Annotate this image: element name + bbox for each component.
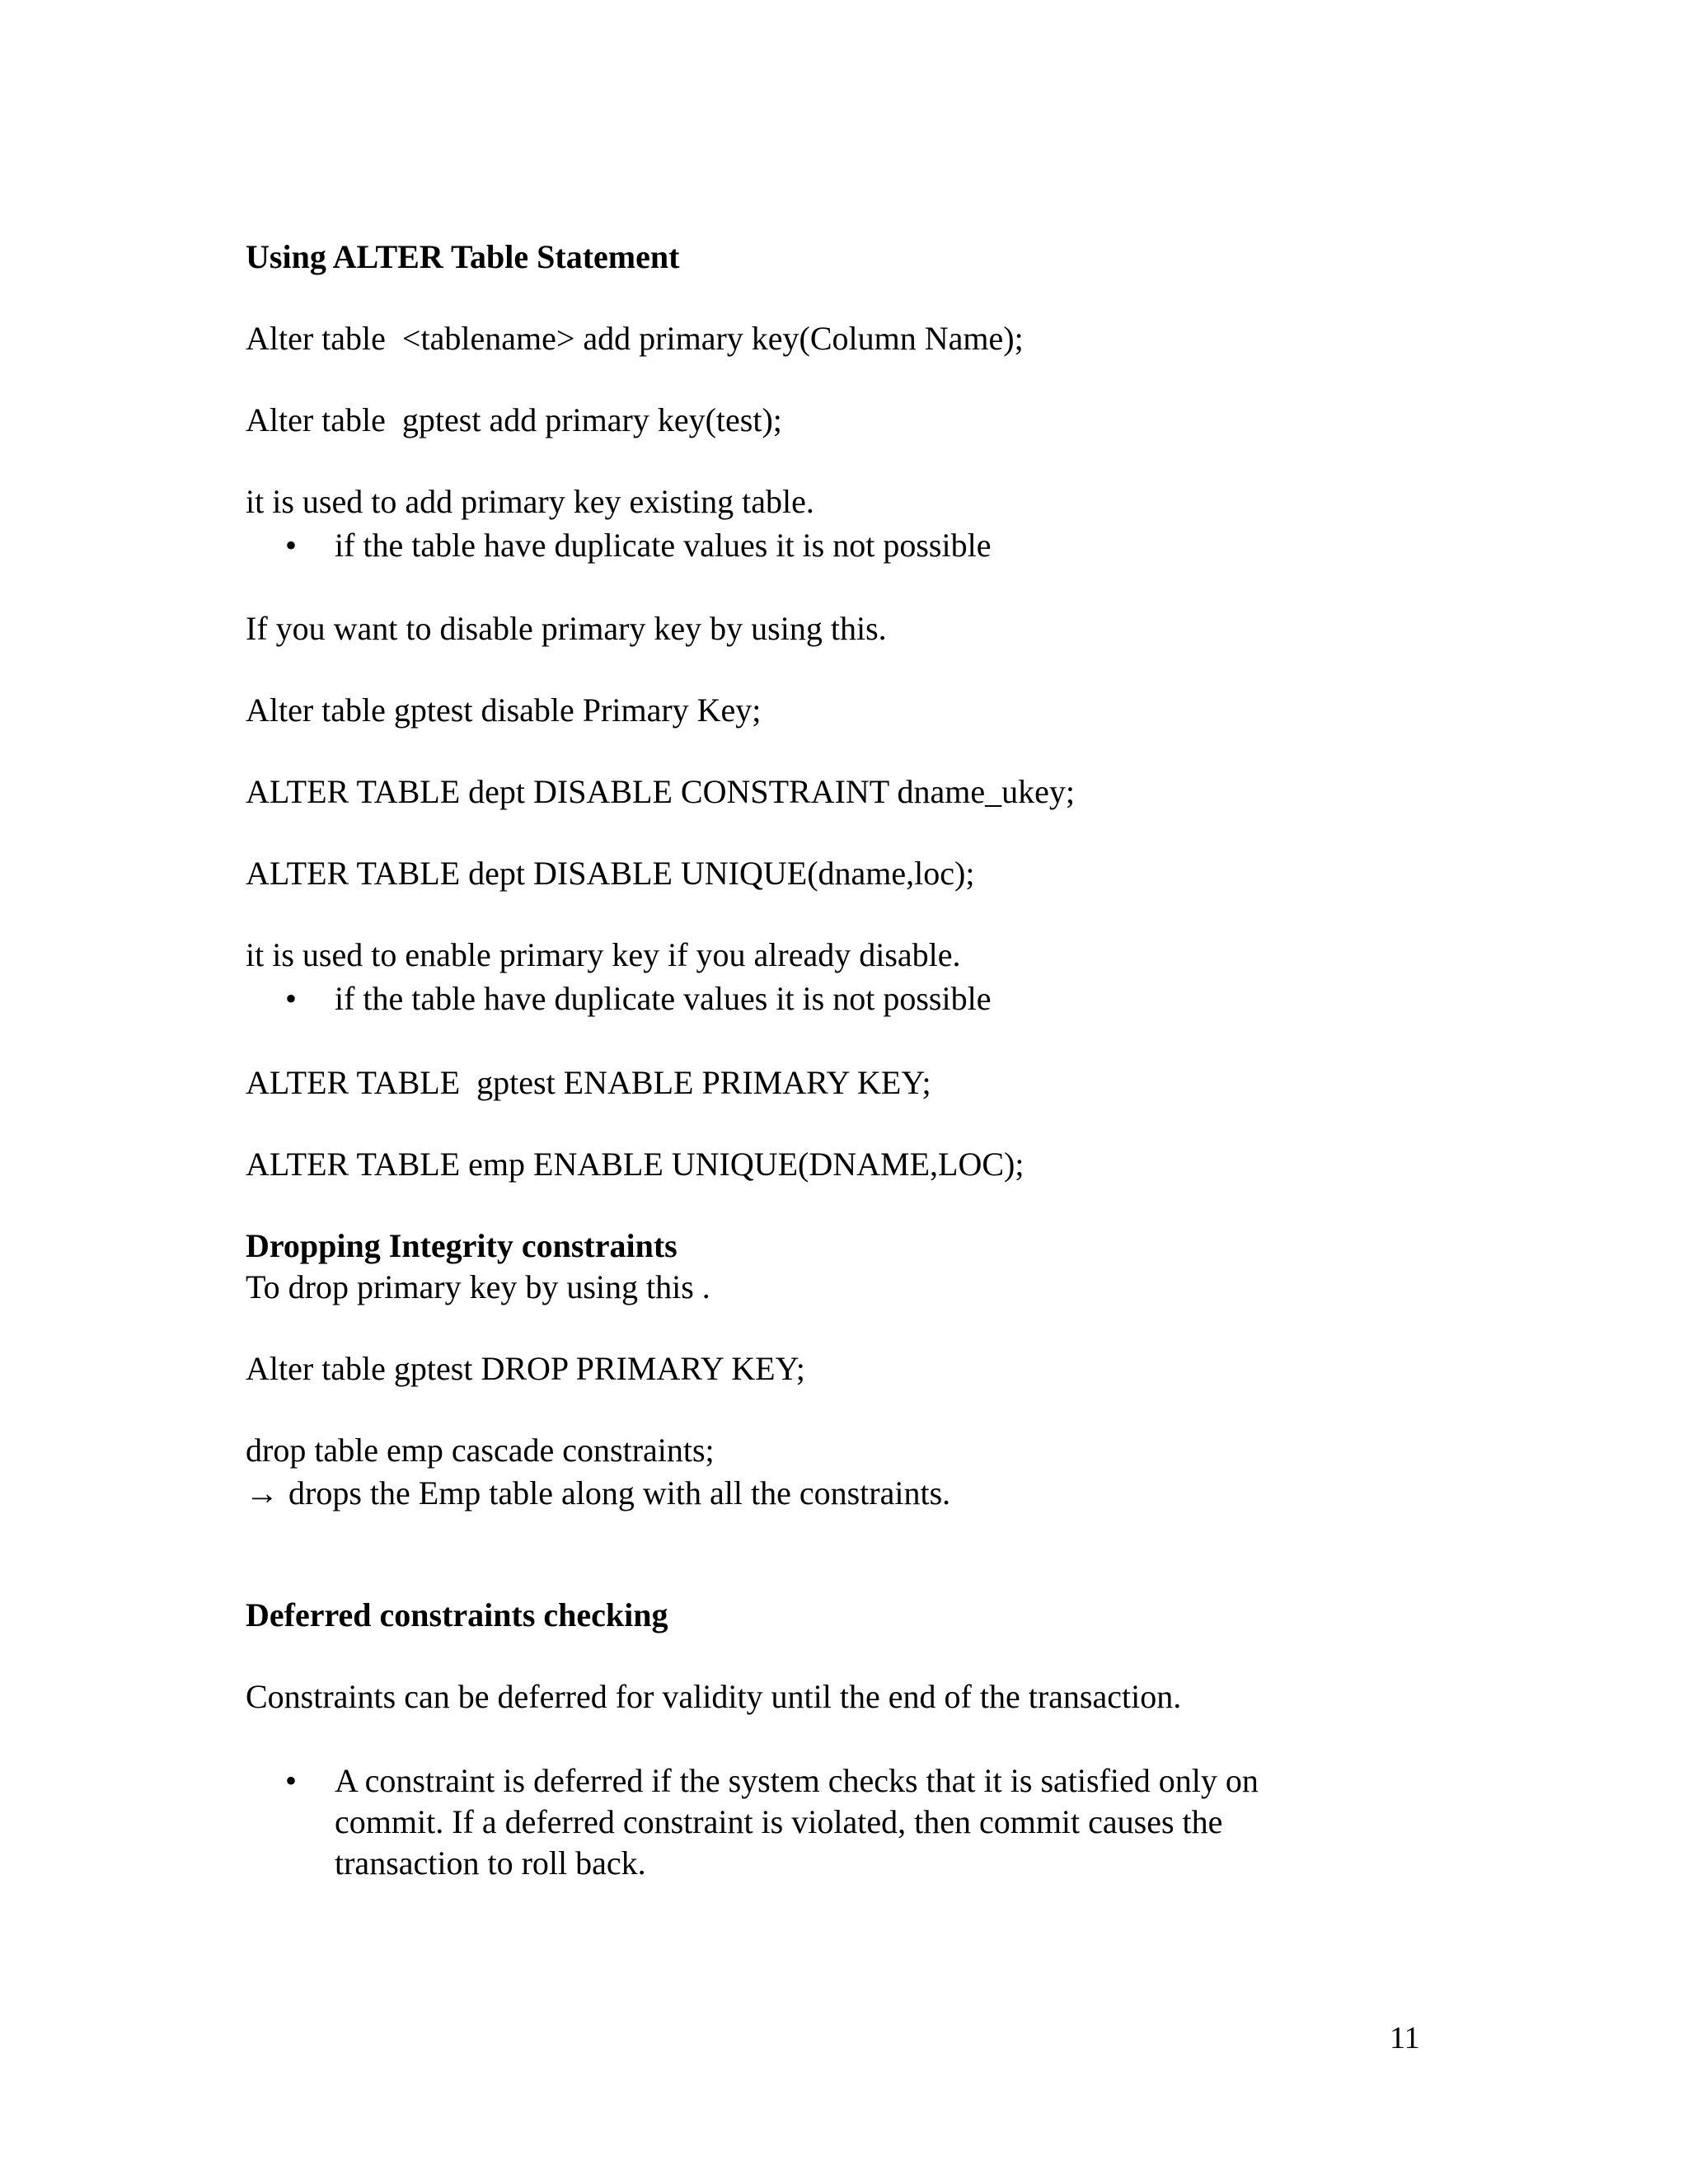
heading-alter-table: Using ALTER Table Statement xyxy=(246,238,680,275)
arrow-right-icon: → xyxy=(246,1474,279,1511)
example-disable-constraint: ALTER TABLE dept DISABLE CONSTRAINT dname_ukey; xyxy=(246,773,1075,810)
bullet-deferred-line-1: A constraint is deferred if the system checks that it is satisfied only on xyxy=(335,1762,1259,1799)
bullet-icon: • xyxy=(285,980,298,1017)
page-number: 11 xyxy=(1390,2021,1420,2055)
arrow-line-text: drops the Emp table along with all the constraints. xyxy=(288,1474,951,1511)
bullet-duplicate-values-2: if the table have duplicate values it is not possible xyxy=(335,980,992,1017)
text-disable-primary-key: If you want to disable primary key by using this. xyxy=(246,610,887,647)
example-add-primary-key: Alter table gptest add primary key(test); xyxy=(246,401,782,438)
text-drop-primary-key: To drop primary key by using this . xyxy=(246,1268,710,1305)
bullet-deferred-line-3: transaction to roll back. xyxy=(335,1844,646,1882)
bullet-icon: • xyxy=(285,527,298,564)
example-drop-table-cascade: drop table emp cascade constraints; xyxy=(246,1432,715,1469)
example-disable-unique: ALTER TABLE dept DISABLE UNIQUE(dname,loc); xyxy=(246,855,975,892)
example-disable-primary-key: Alter table gptest disable Primary Key; xyxy=(246,691,762,729)
text-add-primary-key-desc: it is used to add primary key existing table. xyxy=(246,483,814,520)
bullet-duplicate-values-1: if the table have duplicate values it is not possible xyxy=(335,527,992,564)
text-enable-primary-key-desc: it is used to enable primary key if you already disable. xyxy=(246,936,961,973)
example-drop-primary-key: Alter table gptest DROP PRIMARY KEY; xyxy=(246,1350,805,1387)
bullet-icon: • xyxy=(285,1762,298,1799)
bullet-deferred-line-2: commit. If a deferred constraint is violated, then commit causes the xyxy=(335,1803,1223,1840)
heading-deferred-constraints: Deferred constraints checking xyxy=(246,1596,668,1633)
text-drop-table-explanation xyxy=(246,1473,950,1514)
example-enable-primary-key: ALTER TABLE gptest ENABLE PRIMARY KEY; xyxy=(246,1064,931,1101)
example-enable-unique: ALTER TABLE emp ENABLE UNIQUE(DNAME,LOC); xyxy=(246,1146,1025,1183)
heading-dropping-constraints: Dropping Integrity constraints xyxy=(246,1227,678,1264)
syntax-add-primary-key: Alter table <tablename> add primary key(Column Name); xyxy=(246,320,1024,357)
text-deferred-desc: Constraints can be deferred for validity until the end of the transaction. xyxy=(246,1678,1182,1715)
